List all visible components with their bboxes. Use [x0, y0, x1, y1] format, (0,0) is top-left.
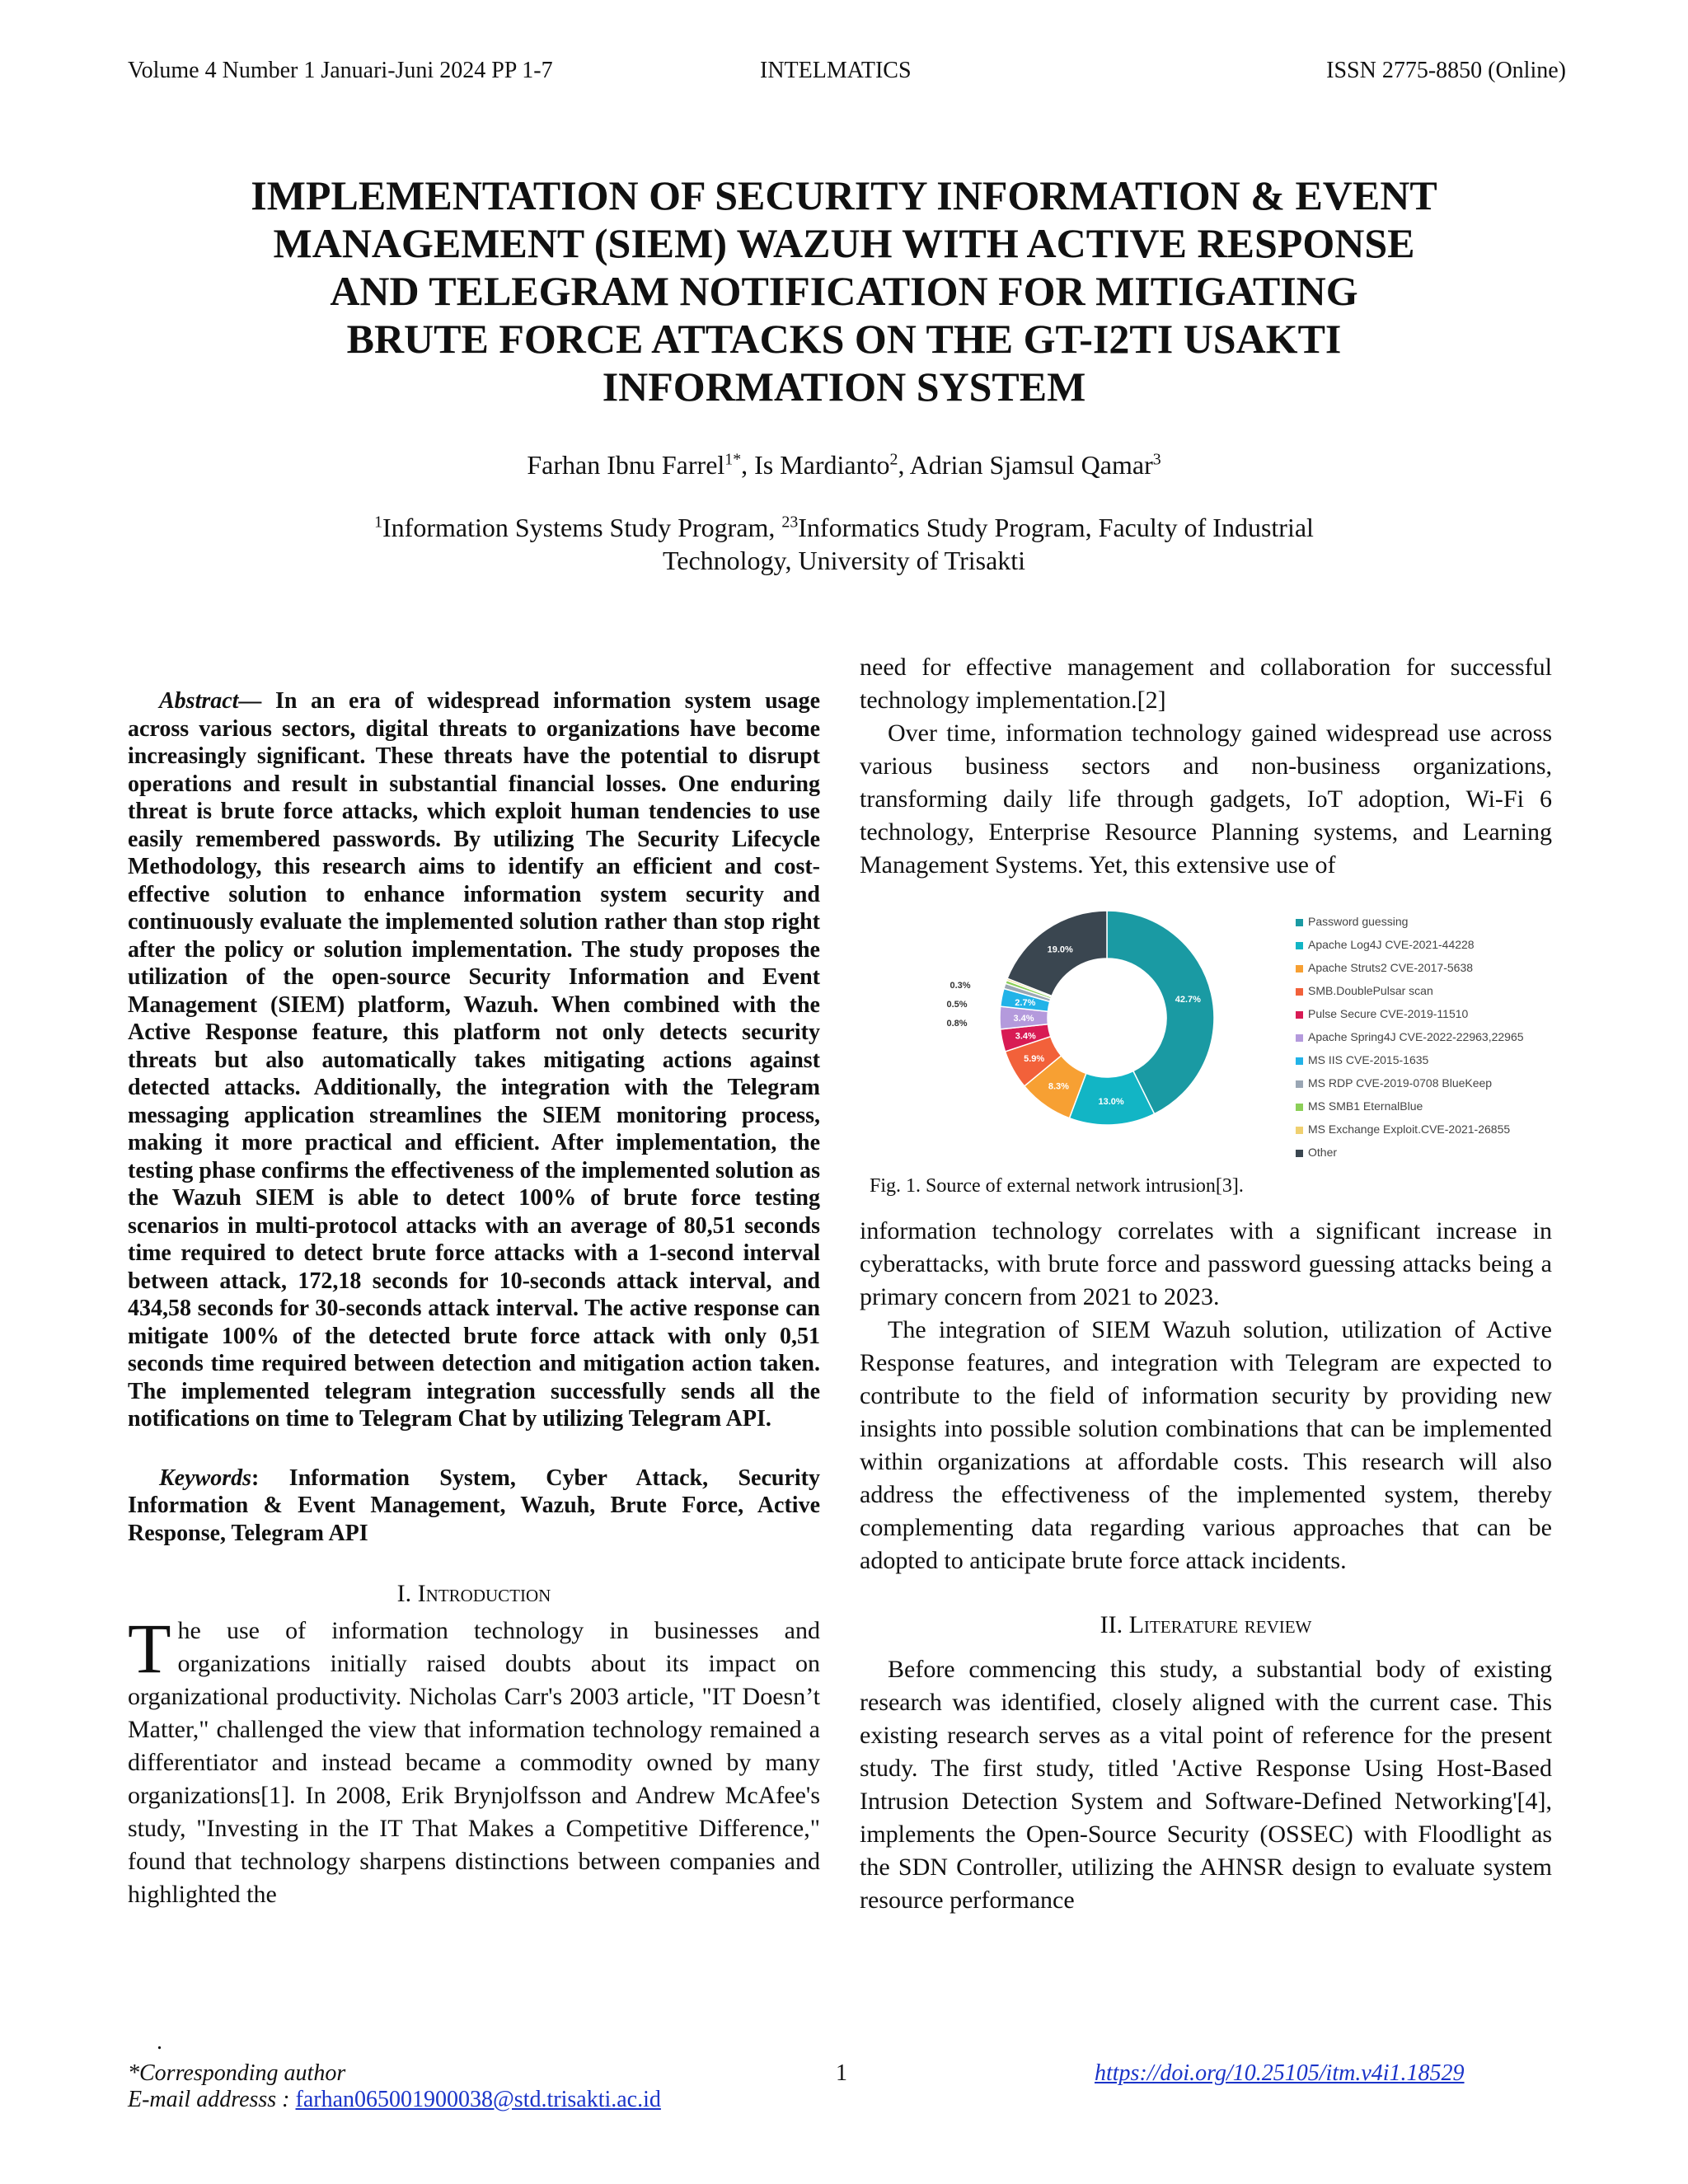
legend-swatch: [1296, 988, 1303, 996]
legend-swatch: [1296, 1034, 1303, 1042]
slice-label: 0.3%: [950, 981, 971, 991]
legend-swatch: [1296, 1057, 1303, 1065]
journal-name: INTELMATICS: [760, 58, 912, 83]
slice-label: 19.0%: [1047, 944, 1073, 955]
slice-label: 8.3%: [1048, 1081, 1069, 1092]
section-heading-literature: [860, 1609, 1552, 1642]
drop-cap: T: [128, 1609, 171, 1688]
keywords: [128, 1465, 820, 1548]
left-column: [128, 687, 820, 1911]
corresponding-author: *Corresponding author: [128, 2060, 346, 2086]
figure-caption: Fig. 1. Source of external network intrusion[3].: [870, 1175, 1244, 1197]
legend-item: [1296, 1052, 1428, 1068]
slice-label: 13.0%: [1098, 1096, 1124, 1107]
footnote-dot: .: [157, 2029, 162, 2055]
legend-swatch: [1296, 1011, 1303, 1019]
legend-label: Apache Spring4J CVE-2022-22963,22965: [1308, 1030, 1524, 1043]
legend-swatch: [1296, 1080, 1303, 1088]
legend-label: MS IIS CVE-2015-1635: [1308, 1053, 1429, 1066]
keywords-label: Keywords: [159, 1465, 251, 1491]
page-number: 1: [836, 2060, 847, 2086]
legend-label: MS RDP CVE-2019-0708 BlueKeep: [1308, 1076, 1493, 1090]
legend-label: Apache Struts2 CVE-2017-5638: [1308, 961, 1474, 974]
legend-item: [1296, 1075, 1492, 1091]
affil-text: Technology, University of Trisakti: [662, 546, 1026, 575]
section-title: Introduction: [417, 1580, 551, 1607]
legend-label: Password guessing: [1308, 915, 1409, 928]
issn: ISSN 2775-8850 (Online): [1326, 58, 1566, 83]
affil-text: Information Systems Study Program,: [382, 513, 782, 542]
legend-swatch: [1296, 965, 1303, 972]
right-column-bottom: [860, 1215, 1552, 1917]
journal-volume-info: Volume 4 Number 1 Januari-Juni 2024 PP 1-7: [128, 58, 553, 83]
slice-label: 3.4%: [1013, 1014, 1034, 1024]
legend-item: [1296, 959, 1473, 976]
author-list: [0, 450, 1688, 480]
legend-label: Apache Log4J CVE-2021-44228: [1308, 938, 1475, 951]
legend-item: [1296, 1029, 1524, 1045]
paragraph: he use of information technology in businesses and organizations initially raised doubts about its impact on organizational productivity. Nicholas Carr's 2003 article, "IT Doesn’t Matter," challenged the view that information technology remained a differentiator and instead became a commodity owned by many organizations[1]. In 2008, Erik Brynjolfsson and Andrew McAfee's study, "Investing in the IT That Makes a Competitive Difference," found that technology sharpens distinctions between companies and highlighted the: [128, 1617, 820, 1908]
legend-label: MS SMB1 EternalBlue: [1308, 1099, 1423, 1113]
title-line: IMPLEMENTATION OF SECURITY INFORMATION & EVENT: [251, 172, 1437, 218]
legend-swatch: [1296, 919, 1303, 926]
legend-swatch: [1296, 1104, 1303, 1111]
legend-label: Other: [1308, 1146, 1338, 1159]
introduction-text: [128, 1609, 820, 1911]
slice-label: 3.4%: [1015, 1031, 1036, 1042]
email-label: E-mail addresss :: [128, 2087, 296, 2112]
paragraph: Over time, information technology gained widespread use across various business sectors and non-business organizations, transforming daily life through gadgets, IoT adoption, Wi-Fi 6 technology, Enterprise Resource Planning systems, and Learning Management Systems. Yet, this extensive use of: [860, 719, 1552, 879]
affil-sup: 1: [374, 513, 382, 532]
legend-swatch: [1296, 1127, 1303, 1134]
title-line: MANAGEMENT (SIEM) WAZUH WITH ACTIVE RESPONSE: [273, 220, 1415, 266]
right-column-top: [860, 651, 1552, 882]
affil-sup: 23: [781, 513, 799, 532]
legend-label: SMB.DoublePulsar scan: [1308, 984, 1433, 997]
affil-text: Informatics Study Program, Faculty of Industrial: [798, 513, 1314, 542]
slice-label: 0.5%: [946, 1000, 968, 1010]
legend-label: Pulse Secure CVE-2019-11510: [1308, 1007, 1469, 1020]
author-sup: 1*: [724, 450, 742, 469]
legend-item: [1296, 982, 1433, 999]
author-sup: 3: [1152, 450, 1161, 469]
legend-swatch: [1296, 942, 1303, 949]
footnote: [128, 2060, 661, 2113]
section-number: II.: [1100, 1611, 1123, 1638]
author-sup: 2: [889, 450, 898, 469]
email-link[interactable]: farhan065001900038@std.trisakti.ac.id: [295, 2087, 661, 2112]
legend-item: [1296, 913, 1408, 930]
paragraph: need for effective management and collaboration for successful technology implementation.[2]: [860, 654, 1552, 714]
affiliation: [313, 511, 1375, 577]
title-line: AND TELEGRAM NOTIFICATION FOR MITIGATING: [330, 268, 1358, 314]
legend-item: [1296, 1144, 1337, 1160]
legend-item: [1296, 1098, 1423, 1114]
doi-link[interactable]: https://doi.org/10.25105/itm.v4i1.18529: [1095, 2060, 1465, 2086]
slice-label: 0.8%: [946, 1019, 968, 1029]
section-number: I.: [396, 1580, 412, 1607]
author-name: , Adrian Sjamsul Qamar: [898, 450, 1153, 480]
legend-item: [1296, 1121, 1510, 1137]
abstract-label: Abstract—: [159, 688, 262, 714]
title-line: BRUTE FORCE ATTACKS ON THE GT-I2TI USAKTI: [346, 316, 1342, 362]
paragraph: information technology correlates with a significant increase in cyberattacks, with brute force and password guessing attacks being a primary concern from 2021 to 2023.: [860, 1217, 1552, 1310]
slice-label: 2.7%: [1015, 997, 1036, 1008]
slice-label: 5.9%: [1024, 1053, 1045, 1064]
slice-label: 42.7%: [1175, 995, 1201, 1005]
section-title: Literature review: [1128, 1611, 1312, 1638]
section-heading-introduction: [128, 1580, 820, 1608]
abstract: [128, 687, 820, 1433]
paper-title: [157, 171, 1531, 410]
legend-swatch: [1296, 1150, 1303, 1157]
paragraph: Before commencing this study, a substantial body of existing research was identified, closely aligned with the current case. This existing research serves as a vital point of reference for the present study. The first study, titled 'Active Response Using Host-Based Intrusion Detection System and Software-Defined Networking'[4], implements the Open-Source Security (OSSEC) with Floodlight as the SDN Controller, utilizing the AHNSR design to evaluate system resource performance: [860, 1656, 1552, 1914]
keywords-text: : Information System, Cyber Attack, Security Information & Event Management, Wazuh, Brute Force, Active Response, Telegram API: [128, 1465, 820, 1546]
abstract-text: In an era of widespread information system usage across various sectors, digital threats to organizations have become increasingly significant. These threats have the potential to disrupt operations and result in substantial financial losses. One enduring threat is brute force attacks, which exploit human tendencies to use easily remembered passwords. By utilizing The Security Lifecycle Methodology, this research aims to identify an efficient and cost-effective solution to enhance information system security and continuously evaluate the implemented solution rather than stop right after the policy or solution implementation. The study proposes the utilization of the open-source Security Information and Event Management (SIEM) platform, Wazuh. When combined with the Active Response feature, this platform not only detects security threats but also automatically takes mitigating actions against detected attacks. Additionally, the integration with the Telegram messaging application streamlines the SIEM monitoring process, making it more practical and efficient. After implementation, the testing phase confirms the effectiveness of the implemented solution as the Wazuh SIEM is able to detect 100% of brute force testing scenarios in multi-protocol attacks with an average of 80,51 seconds time required to detect brute force attacks with a 1-second interval between attack, 172,18 seconds for 10-seconds attack interval, and 434,58 seconds for 30-seconds attack interval. The active response can mitigate 100% of the detected brute force attack with only 0,51 seconds time required between detection and mitigation action taken. The implemented telegram integration successfully sends all the notifications on time to Telegram Chat by utilizing Telegram API.: [128, 688, 820, 1432]
author-name: , Is Mardianto: [741, 450, 890, 480]
legend-item: [1296, 1005, 1468, 1022]
legend-label: MS Exchange Exploit.CVE-2021-26855: [1308, 1122, 1511, 1136]
author-name: Farhan Ibnu Farrel: [527, 450, 725, 480]
title-line: INFORMATION SYSTEM: [602, 363, 1086, 410]
paragraph: The integration of SIEM Wazuh solution, utilization of Active Response features, and integration with Telegram are expected to contribute to the field of information security by providing new insights into possible solution combinations that can be implemented within organizations at affordable costs. This research will also address the effectiveness of the implemented system, thereby complementing data regarding various approaches that can be adopted to anticipate brute force attack incidents.: [860, 1316, 1552, 1574]
legend-item: [1296, 936, 1475, 953]
